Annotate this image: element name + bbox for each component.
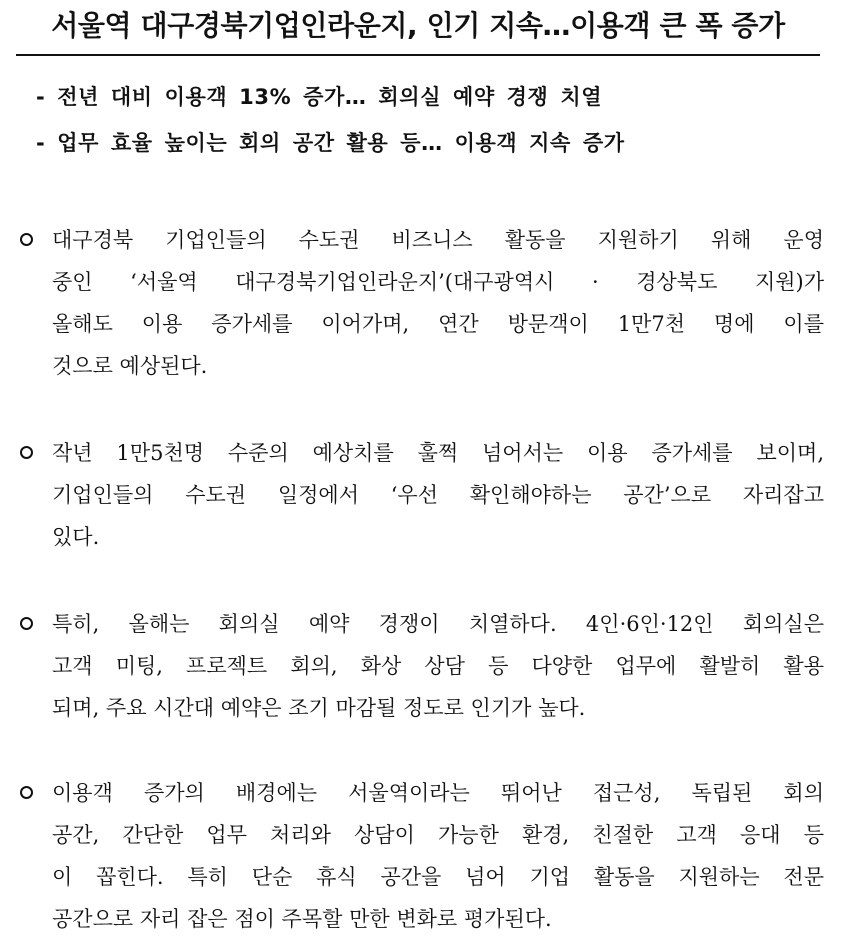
subtitle-list: [36, 80, 625, 172]
paragraph: [20, 603, 824, 729]
paragraph: [20, 219, 824, 387]
paragraph-line: 공간, 간단한 업무 처리와 상담이 가능한 환경, 친절한 고객 응대 등: [52, 823, 824, 847]
paragraph-line: 고객 미팅, 프로젝트 회의, 화상 상담 등 다양한 업무에 활발히 활용: [52, 654, 824, 678]
hollow-circle-bullet-icon: [20, 786, 33, 799]
paragraph-line: 이용객 증가의 배경에는 서울역이라는 뛰어난 접근성, 독립된 회의: [52, 781, 824, 805]
paragraph-line: 특히, 올해는 회의실 예약 경쟁이 치열하다. 4인·6인·12인 회의실은: [52, 612, 824, 636]
paragraph-line: 기업인들의 수도권 일정에서 ‘우선 확인해야하는 공간’으로 자리잡고: [52, 483, 824, 507]
paragraph-line: 이 꼽힌다. 특히 단순 휴식 공간을 넘어 기업 활동을 지원하는 전문: [52, 865, 824, 889]
subtitle-line: - 업무 효율 높이는 회의 공간 활용 등… 이용객 지속 증가: [36, 131, 625, 155]
paragraph-line: 되며, 주요 시간대 예약은 조기 마감될 정도로 인기가 높다.: [52, 696, 586, 720]
hollow-circle-bullet-icon: [20, 233, 33, 246]
document-title: 서울역 대구경북기업인라운지, 인기 지속…이용객 큰 폭 증가: [16, 4, 820, 56]
paragraph-line: 있다.: [52, 525, 100, 549]
hollow-circle-bullet-icon: [20, 617, 33, 630]
paragraph-line: 올해도 이용 증가세를 이어가며, 연간 방문객이 1만7천 명에 이를: [52, 312, 824, 336]
paragraph: [20, 432, 824, 558]
hollow-circle-bullet-icon: [20, 446, 33, 459]
paragraph-line: 것으로 예상된다.: [52, 354, 208, 378]
paragraph: [20, 772, 824, 940]
paragraph-line: 작년 1만5천명 수준의 예상치를 훌쩍 넘어서는 이용 증가세를 보이며,: [52, 441, 824, 465]
paragraph-line: 대구경북 기업인들의 수도권 비즈니스 활동을 지원하기 위해 운영: [52, 228, 824, 252]
paragraph-line: 중인 ‘서울역 대구경북기업인라운지’(대구광역시 · 경상북도 지원)가: [52, 270, 824, 294]
paragraph-line: 공간으로 자리 잡은 점이 주목할 만한 변화로 평가된다.: [52, 907, 552, 931]
subtitle-line: - 전년 대비 이용객 13% 증가… 회의실 예약 경쟁 치열: [36, 85, 603, 109]
